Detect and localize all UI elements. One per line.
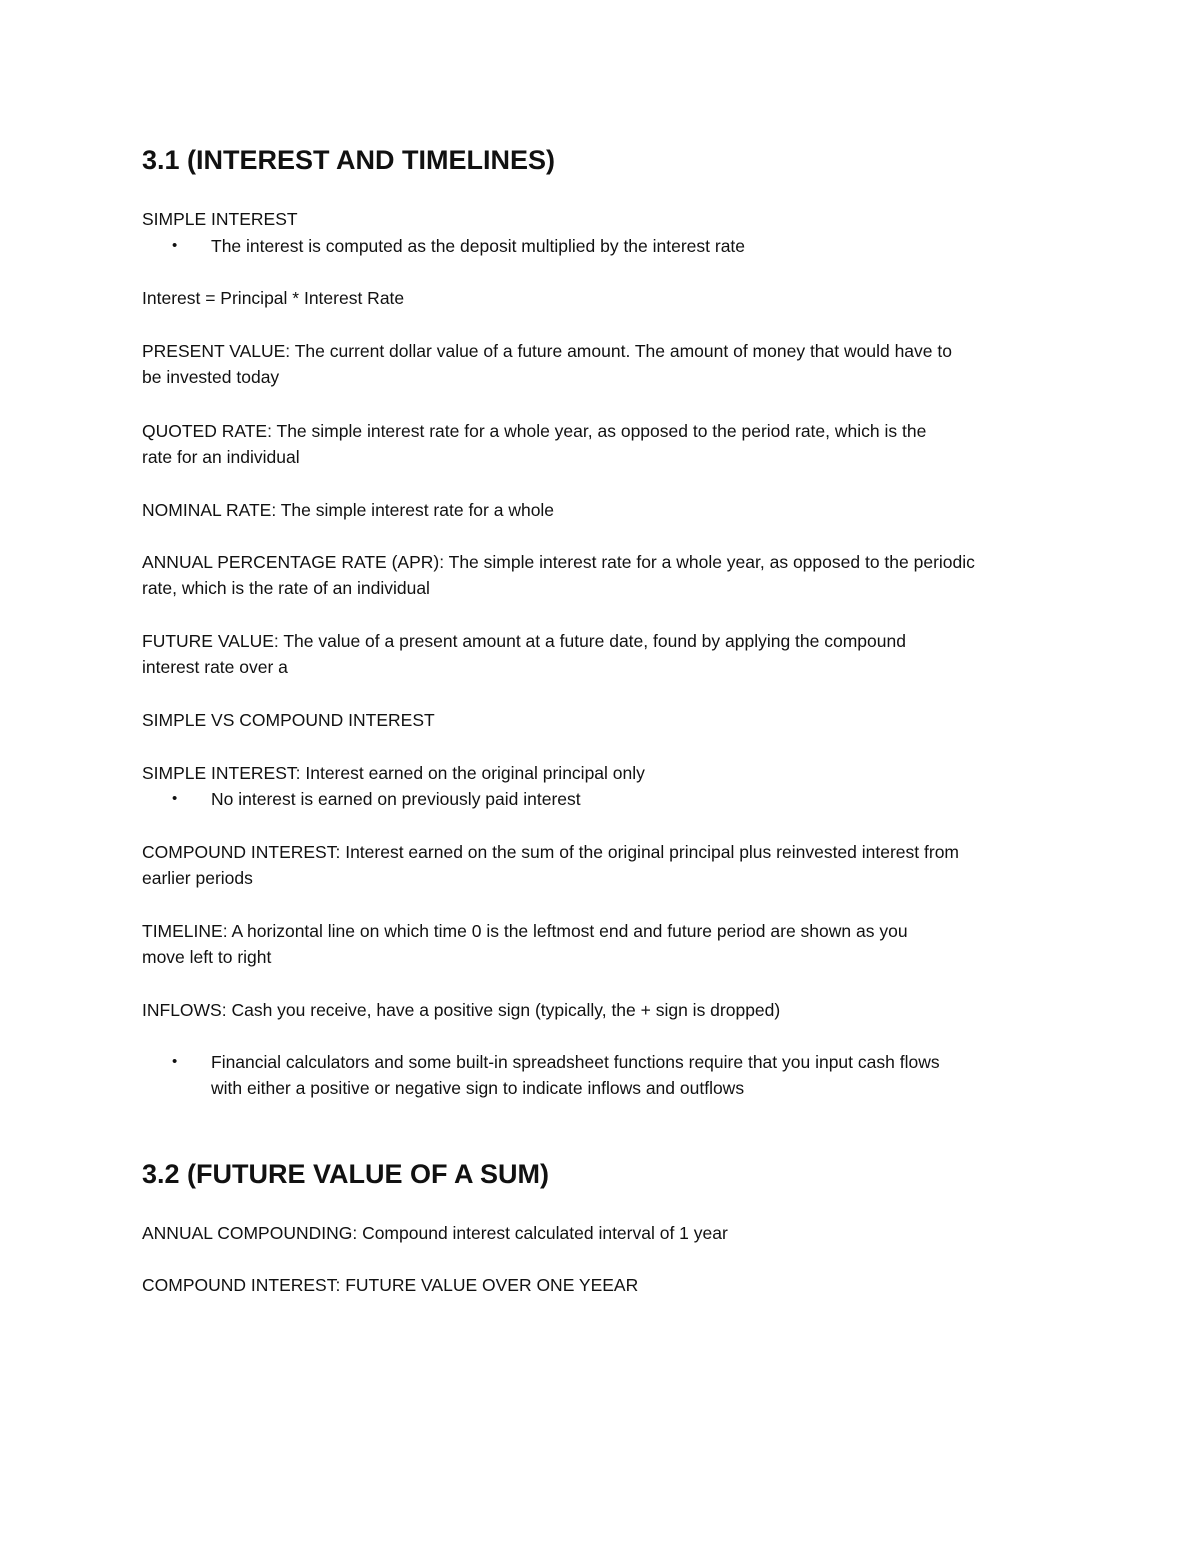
future-value-line-2: interest rate over a [142, 657, 288, 677]
bullet-text: No interest is earned on previously paid interest [211, 789, 581, 809]
interest-formula: Interest = Principal * Interest Rate [142, 288, 405, 308]
timeline-line-2: move left to right [142, 947, 272, 967]
simple-interest-definition: SIMPLE INTEREST: Interest earned on the original principal only [142, 763, 645, 783]
present-value-line-2: be invested today [142, 367, 280, 387]
compound-interest-line-1: COMPOUND INTEREST: Interest earned on the sum of the original principal plus reinvested interest from [142, 842, 960, 862]
simple-vs-compound-title: SIMPLE VS COMPOUND INTEREST [142, 710, 435, 730]
apr-line-1: ANNUAL PERCENTAGE RATE (APR): The simple interest rate for a whole year, as opposed to the periodic [142, 552, 975, 572]
present-value-line-1: PRESENT VALUE: The current dollar value of a future amount. The amount of money that would have to [142, 341, 952, 361]
apr-line-2: rate, which is the rate of an individual [142, 578, 430, 598]
bullet-text: The interest is computed as the deposit multiplied by the interest rate [211, 236, 746, 256]
compound-interest-fv: COMPOUND INTEREST: FUTURE VALUE OVER ONE YEEAR [142, 1275, 639, 1295]
inflows-definition: INFLOWS: Cash you receive, have a positive sign (typically, the + sign is dropped) [142, 1000, 781, 1020]
bullet-icon: • [172, 790, 178, 807]
annual-compounding: ANNUAL COMPOUNDING: Compound interest calculated interval of 1 year [142, 1223, 728, 1243]
timeline-line-1: TIMELINE: A horizontal line on which time 0 is the leftmost end and future period are shown as you [142, 921, 908, 941]
quoted-rate-line-2: rate for an individual [142, 447, 300, 467]
bullet-icon: • [172, 1053, 178, 1070]
bullet-text-line-1: Financial calculators and some built-in spreadsheet functions require that you input cash flows [211, 1052, 940, 1072]
section-heading-3-2: 3.2 (FUTURE VALUE OF A SUM) [142, 1159, 550, 1189]
bullet-text-line-2: with either a positive or negative sign to indicate inflows and outflows [211, 1078, 745, 1098]
compound-interest-line-2: earlier periods [142, 868, 253, 888]
quoted-rate-line-1: QUOTED RATE: The simple interest rate for a whole year, as opposed to the period rate, which is the [142, 421, 927, 441]
section-heading-3-1: 3.1 (INTEREST AND TIMELINES) [142, 145, 556, 175]
nominal-rate: NOMINAL RATE: The simple interest rate for a whole [142, 500, 555, 520]
future-value-line-1: FUTURE VALUE: The value of a present amount at a future date, found by applying the compound [142, 631, 906, 651]
bullet-icon: • [172, 237, 178, 254]
simple-interest-title: SIMPLE INTEREST [142, 209, 298, 229]
